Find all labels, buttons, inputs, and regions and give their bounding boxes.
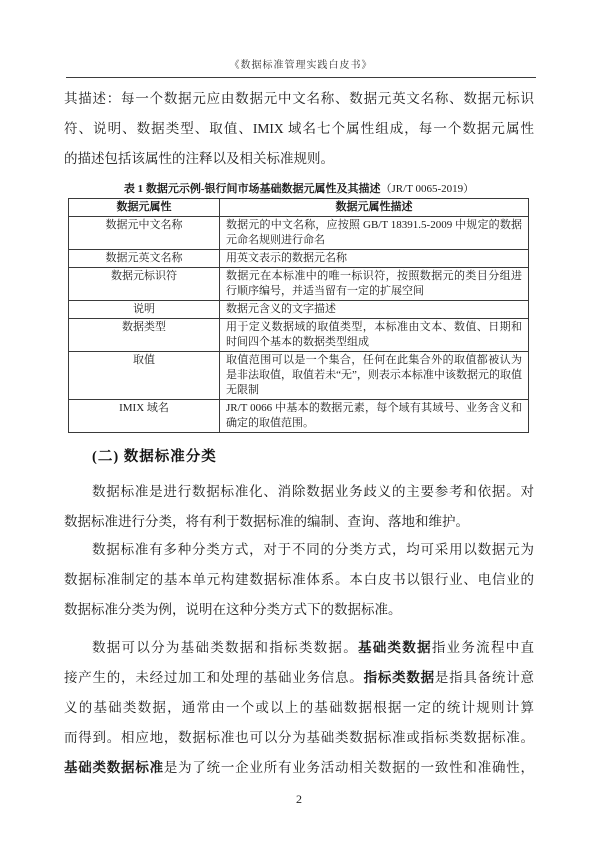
- bold-term-basic-data: 基础类数据: [357, 640, 432, 655]
- table-row: [69, 250, 529, 268]
- description-cell: 数据元含义的文字描述: [220, 301, 529, 319]
- table-header-attribute: 数据元属性: [69, 199, 220, 217]
- text-line: [64, 753, 534, 783]
- text-line: 数据标准是进行数据标准化、消除数据业务歧义的主要参考和依据。对: [92, 484, 534, 499]
- paragraph-data-types: [64, 633, 534, 783]
- text-line: 数据标准进行分类，将有利于数据标准的编制、查询、落地和维护。: [64, 514, 469, 529]
- bold-term-basic-data-standard: 基础类数据标准: [64, 760, 164, 775]
- bold-term-indicator-data: 指标类数据: [363, 670, 435, 685]
- text-segment: 指业务流程中直: [431, 640, 535, 655]
- table-caption-title: 表 1 数据元示例-银行间市场基础数据元属性及其描述: [123, 183, 381, 195]
- table-row: [69, 268, 529, 301]
- header-rule: [66, 77, 536, 78]
- table-header-row: [69, 199, 529, 217]
- attribute-cell: 数据元英文名称: [69, 250, 220, 268]
- attribute-cell: 数据元标识符: [69, 268, 220, 301]
- table-row: [69, 319, 529, 352]
- text-line: 而得到。相应地，数据标准也可以分为基础类数据标准或指标类数据标准。: [64, 730, 534, 745]
- text-line: [64, 633, 534, 663]
- text-line: 的描述包括该属性的注释以及相关标准规则。: [64, 151, 334, 166]
- attribute-cell: 数据类型: [69, 319, 220, 352]
- table-row: [69, 352, 529, 400]
- paragraph-classification-intro: [64, 477, 534, 537]
- attribute-cell: 说明: [69, 301, 220, 319]
- description-cell: 用于定义数据域的取值类型，本标准由文本、数值、日期和时间四个基本的数据类型组成: [220, 319, 529, 352]
- text-line: 符、说明、数据类型、取值、IMIX 域名七个属性组成，每一个数据元属性: [64, 121, 534, 136]
- paragraph-classification-methods: [64, 535, 534, 625]
- text-line: 数据标准制定的基本单元构建数据标准体系。本白皮书以银行业、电信业的: [64, 572, 534, 587]
- attribute-cell: 数据元中文名称: [69, 217, 220, 250]
- description-cell: 取值范围可以是一个集合，任何在此集合外的取值都被认为是非法取值，取值若未“无”，则表示本标准中该数据元的取值无限制: [220, 352, 529, 400]
- table-caption-reference: （JR/T 0065-2019）: [380, 183, 475, 195]
- data-element-table: [68, 198, 529, 433]
- paragraph-intro: [64, 84, 534, 174]
- text-segment: 是为了统一企业所有业务活动相关数据的一致性和准确性，: [163, 760, 534, 775]
- table-row: [69, 217, 529, 250]
- text-line: 数据标准分类为例，说明在这种分类方式下的数据标准。: [64, 602, 402, 617]
- attribute-cell: IMIX 域名: [69, 400, 220, 433]
- table-caption: [64, 180, 534, 196]
- description-cell: 用英文表示的数据元名称: [220, 250, 529, 268]
- description-cell: JR/T 0066 中基本的数据元素，每个域有其域号、业务含义和确定的取值范围。: [220, 400, 529, 433]
- section-heading: (二) 数据标准分类: [92, 449, 217, 465]
- text-line: 其描述：每一个数据元应由数据元中文名称、数据元英文名称、数据元标识: [64, 91, 534, 106]
- table-row: [69, 301, 529, 319]
- table-header-description: 数据元属性描述: [220, 199, 529, 217]
- running-header-title: 《数据标准管理实践白皮书》: [229, 60, 373, 71]
- page-number: 2: [296, 792, 302, 806]
- table-row: [69, 400, 529, 433]
- text-line: 数据标准有多种分类方式，对于不同的分类方式，均可采用以数据元为: [92, 542, 534, 557]
- text-segment: 接产生的，未经过加工和处理的基础业务信息。: [64, 670, 364, 685]
- text-line: [64, 663, 534, 693]
- attribute-cell: 取值: [69, 352, 220, 400]
- text-segment: 是指具备统计意: [434, 670, 534, 685]
- text-line: 义的基础类数据，通常由一个或以上的基础数据根据一定的统计规则计算: [64, 700, 534, 715]
- description-cell: 数据元的中文名称，应按照 GB/T 18391.5-2009 中规定的数据元命名规则进行命名: [220, 217, 529, 250]
- text-segment: 数据可以分为基础类数据和指标类数据。: [92, 640, 358, 655]
- description-cell: 数据元在本标准中的唯一标识符，按照数据元的类目分组进行顺序编号，并适当留有一定的扩展空间: [220, 268, 529, 301]
